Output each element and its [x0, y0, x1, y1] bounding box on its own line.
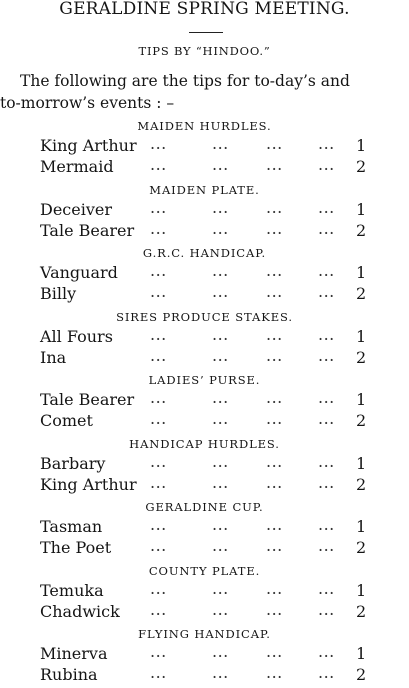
section-heading: G.R.C. HANDICAP.	[142, 246, 267, 260]
tip-row: Tale Bearer ... ... ... ... 2	[40, 218, 367, 240]
tip-row: Temuka ... ... ... ... 1	[40, 578, 367, 600]
placing-number: 2	[356, 538, 367, 557]
intro-line-1: The following are the tips for to-day’s and	[20, 72, 350, 90]
section-heading: MAIDEN HURDLES.	[137, 119, 272, 133]
placing-number: 2	[356, 284, 367, 303]
tip-row: Barbary ... ... ... ... 1	[40, 451, 367, 473]
tip-row: Ina ... ... ... ... 2	[40, 345, 367, 367]
horse-name: King Arthur	[40, 474, 137, 494]
placing-number: 1	[356, 390, 367, 409]
tip-row: King Arthur ... ... ... ... 2	[40, 472, 367, 494]
tip-row: Mermaid ... ... ... ... 2	[40, 155, 367, 176]
horse-name: Deceiver	[40, 199, 112, 219]
horse-name: Tale Bearer	[40, 220, 135, 240]
intro-line-2: to-morrow’s events : –	[0, 94, 175, 112]
tip-row: All Fours ... ... ... ... 1	[40, 324, 367, 346]
title-divider	[189, 32, 223, 33]
horse-name: Mermaid	[40, 157, 114, 176]
section-heading: MAIDEN PLATE.	[149, 182, 260, 197]
placing-number: 2	[356, 157, 367, 176]
tip-row: Deceiver ... ... ... ... 1	[40, 197, 367, 219]
placing-number: 1	[356, 326, 367, 346]
tip-row: The Poet ... ... ... ... 2	[40, 536, 367, 557]
horse-name: All Fours	[40, 326, 113, 346]
section-heading: SIRES PRODUCE STAKES.	[116, 309, 293, 324]
placing-number: 1	[356, 263, 367, 282]
placing-number: 2	[356, 601, 367, 621]
placing-number: 2	[356, 411, 367, 430]
horse-name: Rubina	[40, 665, 98, 684]
horse-name: Chadwick	[40, 601, 120, 621]
horse-name: Temuka	[40, 580, 104, 600]
tip-row: Vanguard ... ... ... ... 1	[40, 261, 367, 282]
horse-name: King Arthur	[40, 136, 137, 155]
horse-name: Tale Bearer	[40, 390, 135, 409]
section-heading: FLYING HANDICAP.	[138, 627, 271, 641]
section-heading: COUNTY PLATE.	[148, 563, 261, 578]
horse-name: The Poet	[40, 538, 112, 557]
placing-number: 2	[356, 347, 367, 367]
tip-row: Comet ... ... ... ... 2	[40, 409, 367, 430]
section-heading: GERALDINE CUP.	[145, 500, 264, 514]
horse-name: Minerva	[40, 644, 108, 663]
horse-name: Tasman	[40, 517, 103, 536]
horse-name: Vanguard	[40, 263, 118, 282]
placing-number: 1	[356, 580, 367, 600]
placing-number: 1	[356, 644, 367, 663]
page-title: GERALDINE SPRING MEETING.	[59, 0, 350, 19]
placing-number: 2	[356, 665, 367, 684]
tip-row: Minerva ... ... ... ... 1	[40, 642, 367, 663]
horse-name: Comet	[40, 411, 93, 430]
tip-row: Rubina ... ... ... ... 2	[40, 663, 367, 684]
tip-row: Chadwick ... ... ... ... 2	[40, 599, 367, 621]
tip-row: Tale Bearer ... ... ... ... 1	[40, 388, 367, 409]
horse-name: Barbary	[40, 453, 106, 473]
tip-row: King Arthur ... ... ... ... 1	[40, 134, 367, 155]
section-heading: HANDICAP HURDLES.	[129, 436, 280, 451]
placing-number: 2	[356, 220, 367, 240]
intro-paragraph	[0, 70, 409, 114]
tip-row: Tasman ... ... ... ... 1	[40, 515, 367, 536]
placing-number: 1	[356, 136, 367, 155]
horse-name: Ina	[40, 347, 67, 367]
section-heading: LADIES’ PURSE.	[148, 373, 261, 387]
placing-number: 1	[356, 199, 367, 219]
subtitle: TIPS BY “HINDOO.”	[138, 44, 271, 58]
placing-number: 2	[356, 474, 367, 494]
placing-number: 1	[356, 453, 367, 473]
horse-name: Billy	[40, 284, 77, 303]
tip-row: Billy ... ... ... ... 2	[40, 282, 367, 303]
placing-number: 1	[356, 517, 367, 536]
